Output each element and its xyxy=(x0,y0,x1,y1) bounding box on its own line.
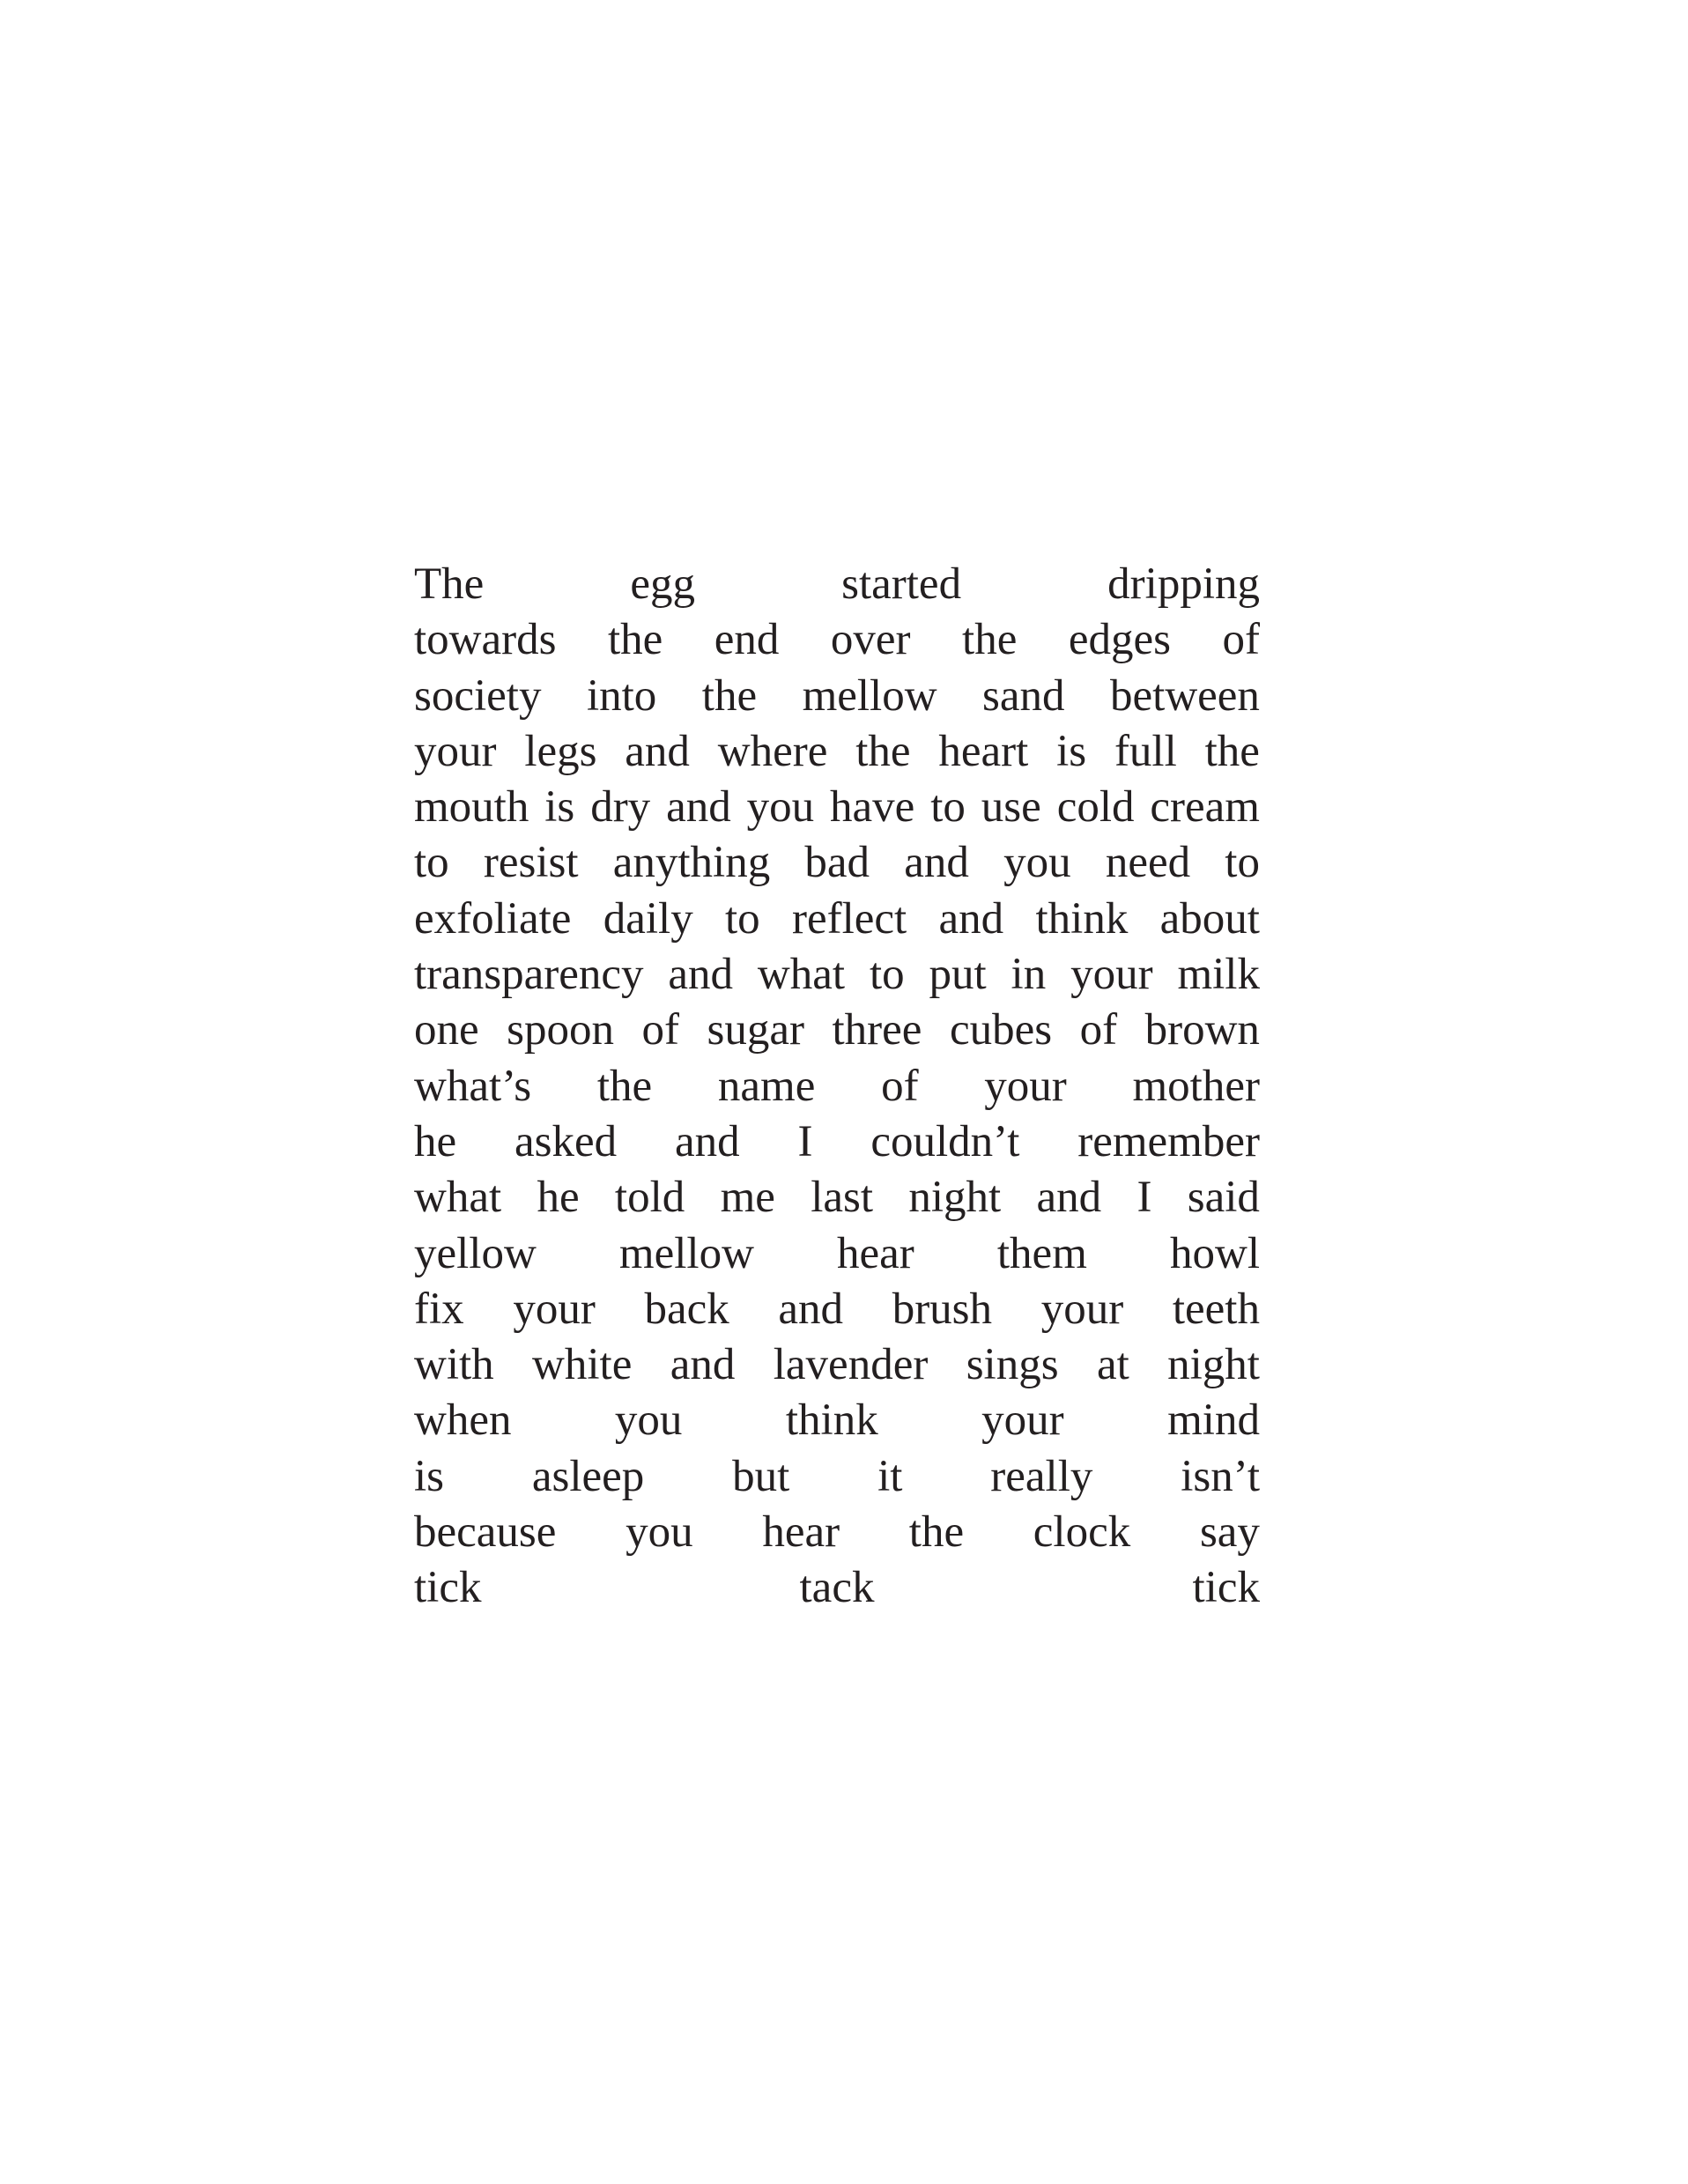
poem-word: your xyxy=(513,1284,596,1334)
poem-word: said xyxy=(1187,1173,1260,1223)
poem-word: really xyxy=(990,1451,1093,1501)
poem-line xyxy=(414,780,1260,835)
poem-line xyxy=(414,1393,1260,1448)
poem-word: of xyxy=(1222,615,1260,665)
poem-line xyxy=(414,669,1260,724)
poem-word: couldn’t xyxy=(870,1116,1020,1166)
poem-word: of xyxy=(641,1005,680,1055)
poem-word: of xyxy=(881,1061,919,1111)
poem-word: mouth xyxy=(414,782,529,833)
poem-word: about xyxy=(1159,893,1260,944)
poem-word: yellow xyxy=(414,1228,537,1278)
poem-word: cubes xyxy=(949,1005,1053,1055)
poem-word: egg xyxy=(630,559,696,609)
poem-word: told xyxy=(614,1173,685,1223)
poem-word: and xyxy=(625,726,690,776)
poem-word: daily xyxy=(603,893,693,944)
poem-word: you xyxy=(1003,838,1071,888)
poem-word: legs xyxy=(524,726,597,776)
poem-word: to xyxy=(930,782,966,833)
poem-word: and xyxy=(668,950,734,1000)
poem-word: last xyxy=(811,1173,874,1223)
poem-word: and xyxy=(674,1116,740,1166)
poem-word: to xyxy=(1225,838,1260,888)
poem-word: resist xyxy=(483,838,579,888)
poem-word: the xyxy=(1204,726,1260,776)
poem-word: between xyxy=(1110,670,1260,721)
poem-word: you xyxy=(626,1507,693,1558)
poem-word: it xyxy=(877,1451,903,1501)
poem-word: lavender xyxy=(773,1340,929,1390)
poem-word: dripping xyxy=(1107,559,1260,609)
poem-word: to xyxy=(725,893,760,944)
poem-word: into xyxy=(586,670,657,721)
poem-word: howl xyxy=(1169,1228,1260,1278)
poem-word: and xyxy=(670,1340,736,1390)
poem-word: is xyxy=(544,782,575,833)
poem-word: the xyxy=(855,726,911,776)
poem-word: dry xyxy=(590,782,651,833)
poem-word: back xyxy=(644,1284,729,1334)
poem-word: with xyxy=(414,1340,494,1390)
poem-word: and xyxy=(1036,1173,1102,1223)
poem-word: heart xyxy=(938,726,1029,776)
poem-word: transparency xyxy=(414,950,644,1000)
poem-word: what xyxy=(414,1173,502,1223)
poem-word: the xyxy=(701,670,758,721)
poem-word: tick xyxy=(414,1563,482,1613)
poem-word: sand xyxy=(982,670,1065,721)
poem-word: bad xyxy=(804,838,870,888)
poem-word: society xyxy=(414,670,542,721)
poem-line xyxy=(414,947,1260,1003)
poem-word: he xyxy=(414,1116,457,1166)
poem-word: he xyxy=(537,1173,580,1223)
poem-word: you xyxy=(746,782,815,833)
poem-word: put xyxy=(929,950,987,1000)
poem-word: me xyxy=(720,1173,775,1223)
poem-word: think xyxy=(785,1396,878,1446)
poem-word: because xyxy=(414,1507,557,1558)
poem-word: anything xyxy=(612,838,771,888)
poem-word: towards xyxy=(414,615,557,665)
poem-line xyxy=(414,892,1260,947)
poem-word: sings xyxy=(966,1340,1059,1390)
poem-word: of xyxy=(1079,1005,1118,1055)
poem-line xyxy=(414,1226,1260,1282)
poem-line xyxy=(414,612,1260,668)
poem-word: one xyxy=(414,1005,479,1055)
poem-word: them xyxy=(996,1228,1087,1278)
poem-word: spoon xyxy=(507,1005,615,1055)
poem-word: say xyxy=(1199,1507,1260,1558)
poem-word: milk xyxy=(1177,950,1260,1000)
poem-word: what’s xyxy=(414,1061,532,1111)
poem-word: night xyxy=(908,1173,1002,1223)
poem-word: night xyxy=(1167,1340,1260,1390)
poem-word: sugar xyxy=(707,1005,804,1055)
poem-word: need xyxy=(1105,838,1191,888)
poem-word: where xyxy=(717,726,828,776)
poem-word: when xyxy=(414,1396,512,1446)
poem-line xyxy=(414,724,1260,780)
poem-word: and xyxy=(904,838,969,888)
poem-word: clock xyxy=(1033,1507,1131,1558)
poem-word: and xyxy=(666,782,731,833)
poem-word: fix xyxy=(414,1284,464,1334)
poem-word: reflect xyxy=(792,893,907,944)
poem-word: end xyxy=(714,615,780,665)
poem-word: cream xyxy=(1150,782,1260,833)
poem-line xyxy=(414,1505,1260,1560)
poem-line xyxy=(414,1449,1260,1505)
poem-word: but xyxy=(732,1451,790,1501)
poem-word: mellow xyxy=(618,1228,754,1278)
poem-line xyxy=(414,1059,1260,1114)
poem-word: in xyxy=(1011,950,1047,1000)
poem-word: three xyxy=(832,1005,922,1055)
poem-line xyxy=(414,1337,1260,1393)
poem-word: your xyxy=(1040,1284,1124,1334)
poem-word: The xyxy=(414,559,485,609)
poem-word: asked xyxy=(515,1116,618,1166)
poem-word: tack xyxy=(799,1563,875,1613)
poem-word: the xyxy=(962,615,1018,665)
poem-word: your xyxy=(984,1061,1067,1111)
poem-line xyxy=(414,1282,1260,1337)
poem-word: brown xyxy=(1144,1005,1260,1055)
poem-line xyxy=(414,1114,1260,1170)
poem-word: mind xyxy=(1167,1396,1260,1446)
poem-word: tick xyxy=(1192,1563,1260,1613)
poem-word: teeth xyxy=(1172,1284,1260,1334)
poem-word: what xyxy=(757,950,846,1000)
poem-word: and xyxy=(938,893,1004,944)
poem-word: cold xyxy=(1056,782,1135,833)
poem-word: the xyxy=(596,1061,653,1111)
poem-word: use xyxy=(981,782,1041,833)
poem-word: asleep xyxy=(531,1451,645,1501)
poem-word: is xyxy=(414,1451,445,1501)
poem-word: white xyxy=(532,1340,633,1390)
poem-word: your xyxy=(414,726,497,776)
poem-word: at xyxy=(1096,1340,1129,1390)
poem-word: hear xyxy=(762,1507,840,1558)
poem-line xyxy=(414,835,1260,891)
poem-word: name xyxy=(717,1061,816,1111)
poem-word: is xyxy=(1056,726,1087,776)
poem-word: remember xyxy=(1077,1116,1260,1166)
poem-word: the xyxy=(607,615,663,665)
poem-word: full xyxy=(1114,726,1177,776)
poem-word: I xyxy=(797,1116,813,1166)
poem-word: brush xyxy=(892,1284,993,1334)
poem-word: to xyxy=(414,838,449,888)
poem-word: have xyxy=(830,782,915,833)
poem-word: exfoliate xyxy=(414,893,572,944)
poem-word: isn’t xyxy=(1181,1451,1260,1501)
poem-word: and xyxy=(778,1284,844,1334)
poem-text-block xyxy=(414,557,1260,1617)
poem-word: edges xyxy=(1068,615,1171,665)
poem-word: the xyxy=(908,1507,965,1558)
poem-line xyxy=(414,557,1260,612)
poem-word: hear xyxy=(837,1228,914,1278)
poem-word: to xyxy=(869,950,905,1000)
poem-word: over xyxy=(830,615,911,665)
poem-line xyxy=(414,1003,1260,1058)
poem-word: mellow xyxy=(802,670,937,721)
poem-word: started xyxy=(841,559,962,609)
poem-word: mother xyxy=(1132,1061,1260,1111)
poem-line xyxy=(414,1170,1260,1225)
poem-word: your xyxy=(981,1396,1064,1446)
poem-word: your xyxy=(1070,950,1153,1000)
poem-word: think xyxy=(1035,893,1129,944)
poem-word: I xyxy=(1136,1173,1152,1223)
poem-word: you xyxy=(614,1396,683,1446)
poem-line xyxy=(414,1560,1260,1616)
